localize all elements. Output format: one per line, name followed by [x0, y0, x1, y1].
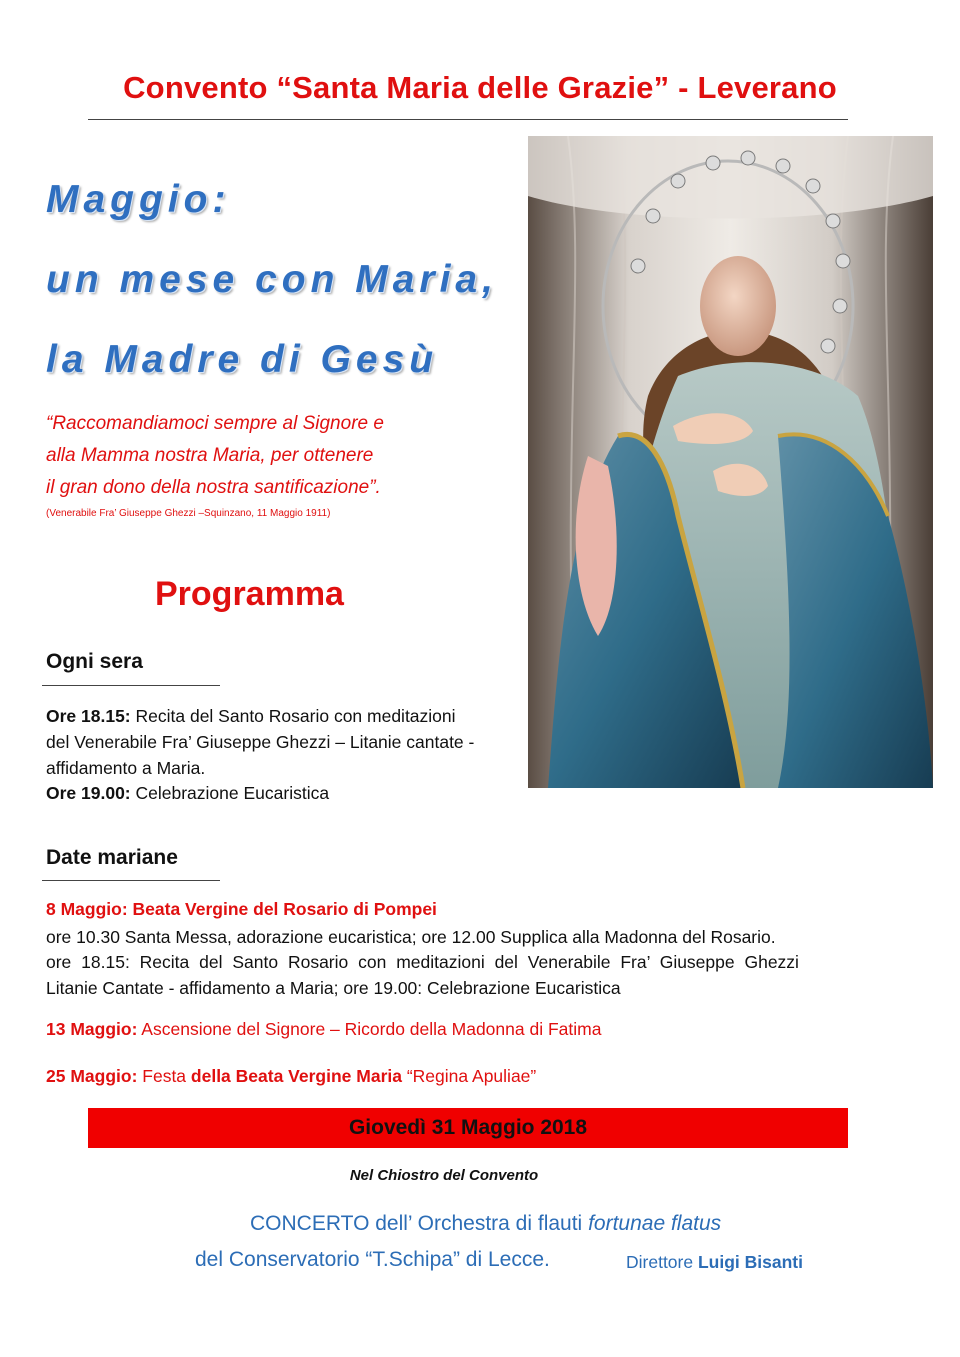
- director-name: Luigi Bisanti: [697, 1252, 803, 1272]
- concert-ensemble-name: fortunae flatus: [588, 1212, 722, 1235]
- programma-heading: Programma: [155, 575, 344, 613]
- apuliae-title: della Beata Vergine Maria: [190, 1066, 402, 1086]
- ogni-sera-line-4: [46, 781, 329, 805]
- fatima-date: 13 Maggio:: [46, 1019, 138, 1039]
- ogni-sera-line-1: [46, 704, 456, 728]
- pompei-line-2-text: ore 18.15: Recita del Santo Rosario con meditazioni del Venerabile Fra’ Giuseppe Ghezzi: [46, 952, 799, 972]
- hero-title-line-3: la Madre di Gesù: [46, 338, 439, 381]
- ogni-sera-line-3: affidamento a Maria.: [46, 758, 206, 778]
- pompei-line-1: ore 10.30 Santa Messa, adorazione eucaristica; ore 12.00 Supplica alla Madonna del Rosario.: [46, 927, 776, 947]
- fatima-event: [46, 1019, 601, 1040]
- director-label: Direttore: [626, 1252, 698, 1272]
- hero-title-line-1: Maggio:: [46, 178, 231, 221]
- apuliae-event: [46, 1066, 536, 1087]
- ogni-sera-text-1: Recita del Santo Rosario con meditazioni: [130, 706, 456, 726]
- quote-line-2: alla Mamma nostra Maria, per ottenere: [46, 445, 374, 466]
- madonna-statue-photo: [528, 136, 933, 788]
- quote-line-3: il gran dono della nostra santificazione”.: [46, 477, 381, 498]
- concert-orchestra: CONCERTO dell’ Orchestra di flauti: [250, 1212, 589, 1235]
- convent-title: Convento “Santa Maria delle Grazie” - Leverano: [123, 70, 837, 105]
- madonna-statue-illustration: [528, 136, 933, 788]
- concert-location: Nel Chiostro del Convento: [349, 1167, 539, 1184]
- apuliae-text: “Regina Apuliae”: [401, 1066, 537, 1086]
- concert-date: Giovedì 31 Maggio 2018: [348, 1116, 588, 1139]
- ogni-sera-line-2: del Venerabile Fra’ Giuseppe Ghezzi – Litanie cantate -: [46, 732, 475, 752]
- ogni-sera-divider: [42, 685, 220, 686]
- concert-line-1: [250, 1212, 721, 1236]
- ogni-sera-text-4: Celebrazione Eucaristica: [130, 783, 330, 803]
- concert-line-2: del Conservatorio “T.Schipa” di Lecce.: [195, 1248, 550, 1271]
- ogni-sera-time-1: Ore 18.15:: [46, 706, 131, 726]
- date-mariane-divider: [42, 880, 220, 881]
- apuliae-date: 25 Maggio:: [46, 1066, 138, 1086]
- date-mariane-heading: Date mariane: [46, 846, 178, 869]
- pompei-line-2: [46, 950, 846, 974]
- hero-title-line-2: un mese con Maria,: [46, 258, 498, 301]
- concert-date-banner: [88, 1108, 848, 1148]
- pompei-event-title: 8 Maggio: Beata Vergine del Rosario di Pompei: [46, 899, 437, 919]
- fatima-text: Ascensione del Signore – Ricordo della Madonna di Fatima: [137, 1019, 602, 1039]
- quote-line-1: “Raccomandiamoci sempre al Signore e: [46, 413, 384, 434]
- pompei-line-3: Litanie Cantate - affidamento a Maria; ore 19.00: Celebrazione Eucaristica: [46, 978, 621, 998]
- header-divider: [88, 119, 848, 120]
- ogni-sera-heading: Ogni sera: [46, 650, 143, 673]
- apuliae-festa: Festa: [137, 1066, 191, 1086]
- quote-citation: (Venerabile Fra’ Giuseppe Ghezzi –Squinzano, 11 Maggio 1911): [46, 508, 331, 519]
- ogni-sera-time-2: Ore 19.00:: [46, 783, 131, 803]
- concert-director: [626, 1252, 803, 1273]
